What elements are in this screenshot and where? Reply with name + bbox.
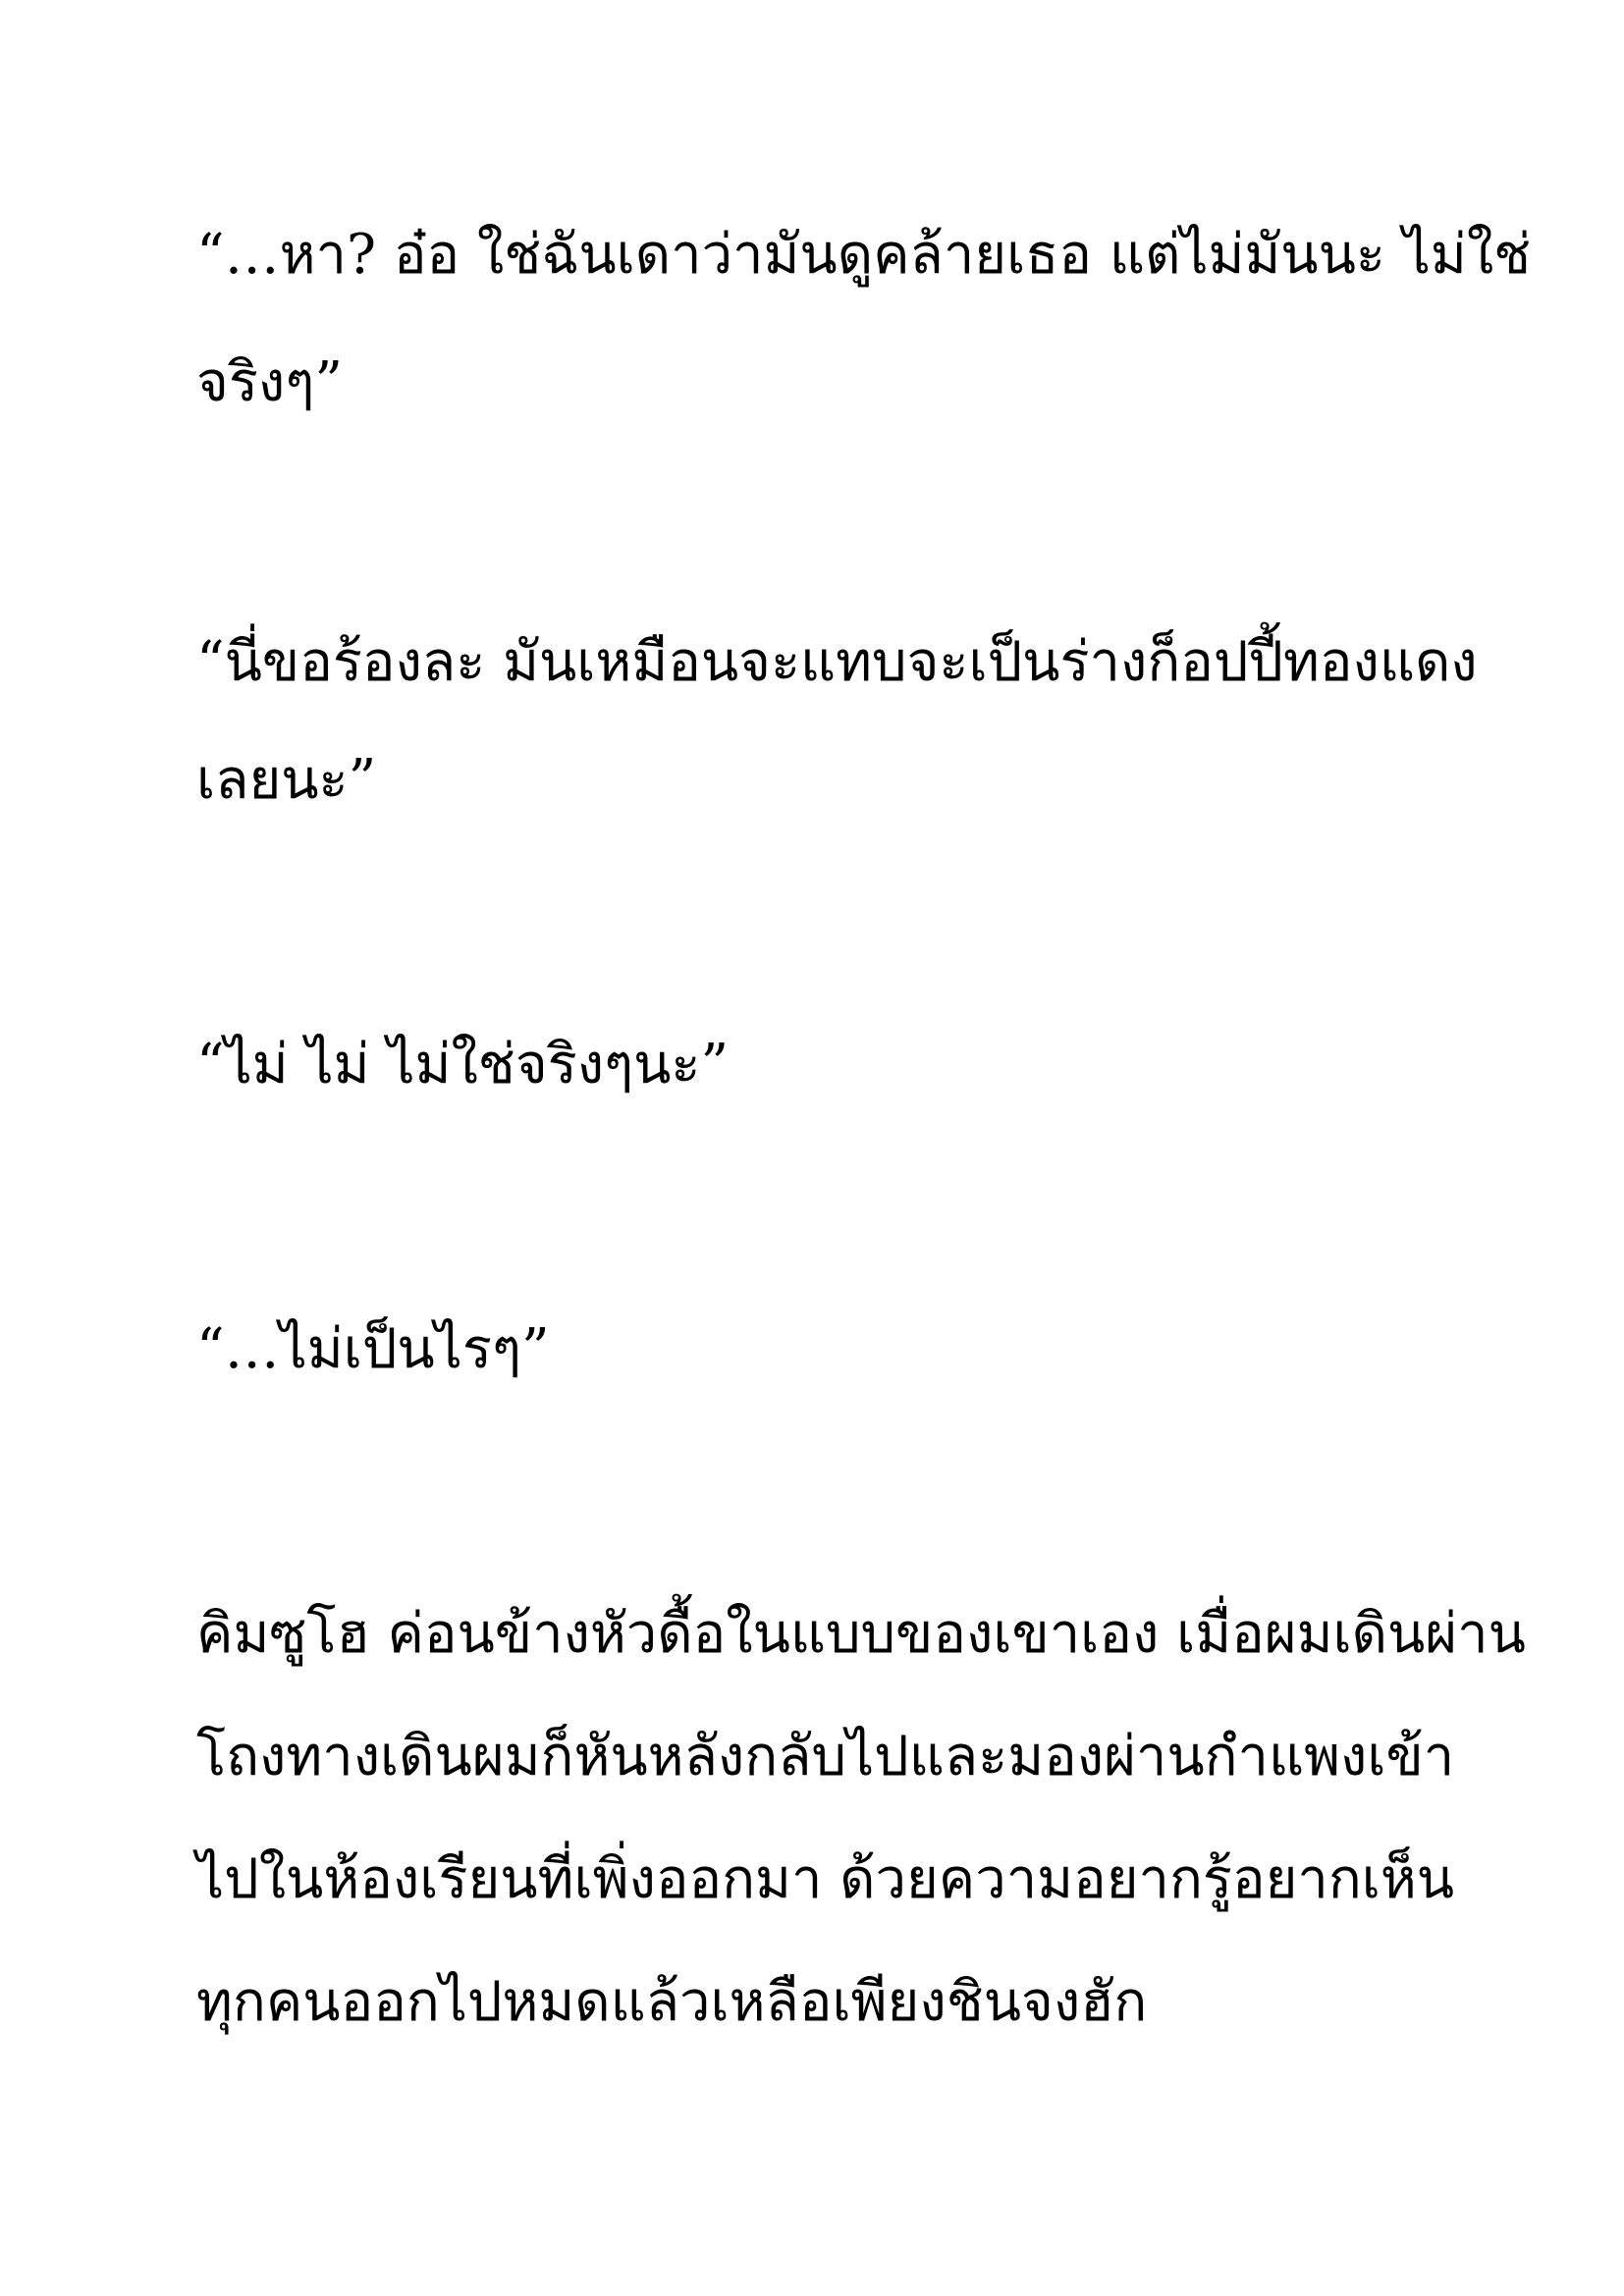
paragraph-5-line-4: ทุกคนออกไปหมดแล้วเหลือเพียงชินจงฮัก bbox=[196, 1970, 1148, 2034]
paragraph-3-line-1: “ไม่ ไม่ ไม่ใช่จริงๆนะ” bbox=[196, 1033, 730, 1096]
paragraph-5-line-1: คิมซูโฮ ค่อนข้างหัวดื้อในแบบของเขาเอง เมื่อผมเดินผ่าน bbox=[196, 1602, 1526, 1666]
paragraph-4-line-1: “…ไม่เป็นไรๆ” bbox=[196, 1317, 550, 1381]
paragraph-5-line-3: ไปในห้องเรียนที่เพิ่งออกมา ด้วยความอยากรู้อยากเห็น bbox=[196, 1847, 1455, 1911]
paragraph-2-line-2: เลยนะ” bbox=[196, 748, 377, 812]
paragraph-5-line-2: โถงทางเดินผมก็หันหลังกลับไปและมองผ่านกำแพงเข้า bbox=[196, 1725, 1455, 1789]
paragraph-1-line-2: จริงๆ” bbox=[196, 350, 343, 414]
paragraph-2-line-1: “นี่ขอร้องละ มันเหมือนจะแทบจะเป็นร่างก็อปปี้ทองแดง bbox=[196, 630, 1478, 694]
paragraph-1-line-1: “…หา? อ๋อ ใช่ฉันเดาว่ามันดูคล้ายเธอ แต่ไม่มันนะ ไม่ใช่ bbox=[196, 223, 1532, 287]
